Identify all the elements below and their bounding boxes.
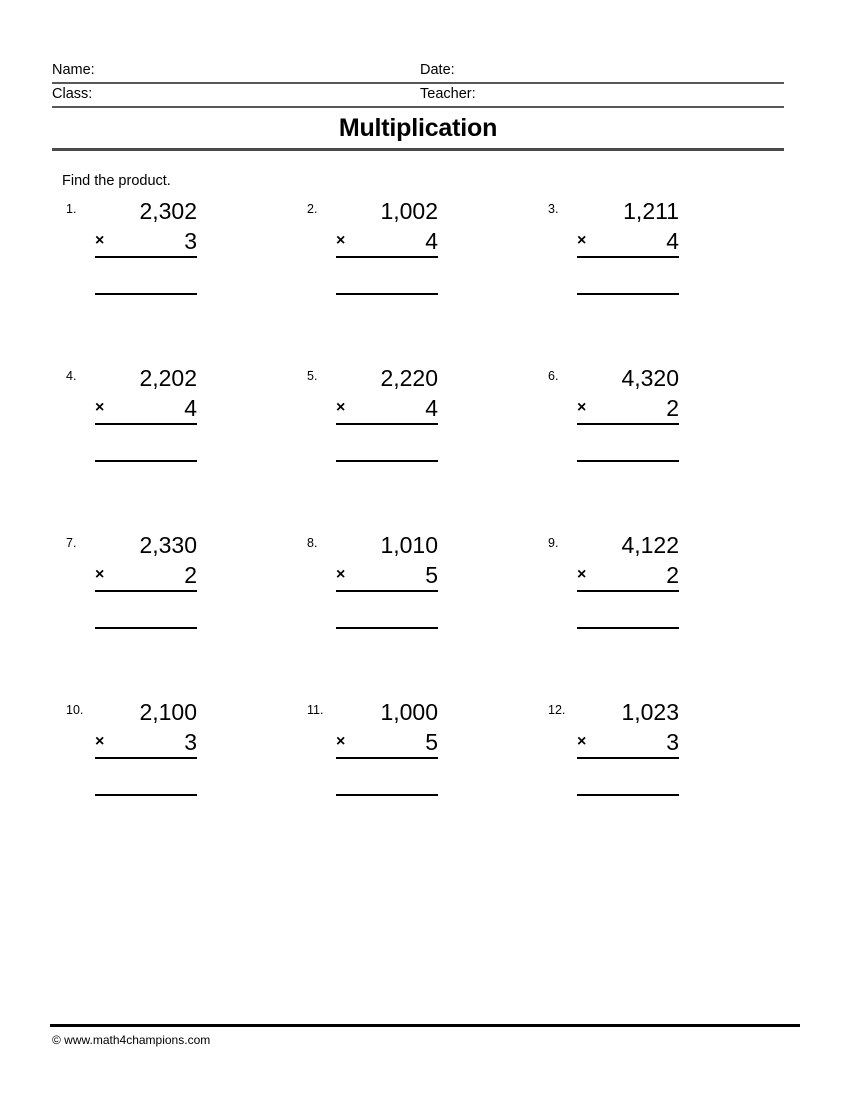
answer-rule (95, 794, 197, 796)
multiplicand: 1,211 (623, 198, 679, 224)
multiply-icon: × (336, 566, 346, 583)
multiplier: 4 (666, 228, 679, 254)
multiply-icon: × (336, 399, 346, 416)
vertical-multiplication (577, 196, 679, 295)
multiplicand: 2,302 (139, 198, 197, 224)
instruction-text: Find the product. (62, 173, 171, 189)
multiplicand: 1,002 (380, 198, 438, 224)
vertical-multiplication (336, 196, 438, 295)
answer-rule (95, 460, 197, 462)
answer-blank[interactable] (577, 759, 679, 794)
worksheet-title-band (52, 112, 784, 151)
multiplier: 2 (666, 562, 679, 588)
answer-blank[interactable] (336, 759, 438, 794)
footer-divider (50, 1024, 800, 1027)
multiplier: 5 (425, 729, 438, 755)
student-info-header (52, 60, 784, 108)
vertical-multiplication (577, 530, 679, 629)
problem-number: 6. (548, 369, 559, 383)
multiplier-row (577, 727, 679, 757)
multiplier-row (336, 226, 438, 256)
problem-row (0, 530, 850, 697)
answer-rule (577, 293, 679, 295)
multiplier: 4 (425, 395, 438, 421)
vertical-multiplication (95, 530, 197, 629)
problem-number: 2. (307, 202, 318, 216)
vertical-multiplication (95, 363, 197, 462)
vertical-multiplication (95, 697, 197, 796)
multiplier-row (577, 226, 679, 256)
answer-rule (95, 293, 197, 295)
answer-blank[interactable] (336, 258, 438, 293)
vertical-multiplication (577, 697, 679, 796)
answer-blank[interactable] (95, 425, 197, 460)
footer-copyright: © www.math4champions.com (52, 1033, 211, 1047)
multiply-icon: × (95, 733, 105, 750)
multiply-icon: × (95, 566, 105, 583)
problem-row (0, 697, 850, 864)
multiplier: 2 (666, 395, 679, 421)
name-label: Name: (52, 62, 95, 78)
problem-number: 1. (66, 202, 77, 216)
answer-rule (336, 794, 438, 796)
problem-number: 3. (548, 202, 559, 216)
class-label: Class: (52, 86, 93, 102)
answer-blank[interactable] (336, 592, 438, 627)
teacher-label: Teacher: (420, 86, 476, 102)
name-date-row (52, 60, 784, 84)
vertical-multiplication (95, 196, 197, 295)
answer-rule (336, 460, 438, 462)
multiplier-row (95, 727, 197, 757)
problem-number: 10. (66, 703, 84, 717)
multiplier-row (336, 393, 438, 423)
multiplicand: 1,000 (380, 699, 438, 725)
answer-blank[interactable] (95, 592, 197, 627)
problem-number: 12. (548, 703, 566, 717)
multiplier: 4 (184, 395, 197, 421)
multiplier-row (95, 226, 197, 256)
answer-rule (577, 460, 679, 462)
multiplier: 3 (666, 729, 679, 755)
answer-blank[interactable] (95, 759, 197, 794)
multiplicand: 4,122 (621, 532, 679, 558)
vertical-multiplication (336, 363, 438, 462)
answer-rule (577, 794, 679, 796)
problem-number: 9. (548, 536, 559, 550)
answer-rule (336, 293, 438, 295)
multiply-icon: × (577, 399, 587, 416)
multiplier: 4 (425, 228, 438, 254)
problem-number: 5. (307, 369, 318, 383)
multiplier: 5 (425, 562, 438, 588)
problem-number: 11. (307, 703, 324, 717)
answer-blank[interactable] (577, 592, 679, 627)
answer-blank[interactable] (336, 425, 438, 460)
multiplier-row (577, 393, 679, 423)
multiply-icon: × (577, 566, 587, 583)
multiplicand: 4,320 (621, 365, 679, 391)
multiplier-row (336, 727, 438, 757)
page-title: Multiplication (338, 114, 498, 142)
vertical-multiplication (336, 697, 438, 796)
answer-rule (336, 627, 438, 629)
multiplier-row (95, 393, 197, 423)
answer-rule (577, 627, 679, 629)
problem-number: 7. (66, 536, 77, 550)
answer-blank[interactable] (577, 258, 679, 293)
multiplier: 3 (184, 729, 197, 755)
problem-row (0, 363, 850, 530)
multiplicand: 2,202 (139, 365, 197, 391)
multiply-icon: × (95, 232, 105, 249)
multiplicand: 1,023 (621, 699, 679, 725)
problem-number: 4. (66, 369, 77, 383)
date-label: Date: (420, 62, 455, 78)
multiplicand: 2,330 (139, 532, 197, 558)
multiplicand: 2,100 (139, 699, 197, 725)
multiplier-row (95, 560, 197, 590)
multiply-icon: × (577, 733, 587, 750)
multiplier: 2 (184, 562, 197, 588)
answer-rule (95, 627, 197, 629)
vertical-multiplication (336, 530, 438, 629)
problems-grid (0, 196, 850, 864)
class-teacher-row (52, 84, 784, 108)
vertical-multiplication (577, 363, 679, 462)
multiplicand: 2,220 (380, 365, 438, 391)
multiply-icon: × (336, 232, 346, 249)
multiply-icon: × (95, 399, 105, 416)
answer-blank[interactable] (577, 425, 679, 460)
multiplier: 3 (184, 228, 197, 254)
multiply-icon: × (336, 733, 346, 750)
answer-blank[interactable] (95, 258, 197, 293)
problem-row (0, 196, 850, 363)
multiplicand: 1,010 (380, 532, 438, 558)
multiply-icon: × (577, 232, 587, 249)
multiplier-row (336, 560, 438, 590)
multiplier-row (577, 560, 679, 590)
problem-number: 8. (307, 536, 318, 550)
